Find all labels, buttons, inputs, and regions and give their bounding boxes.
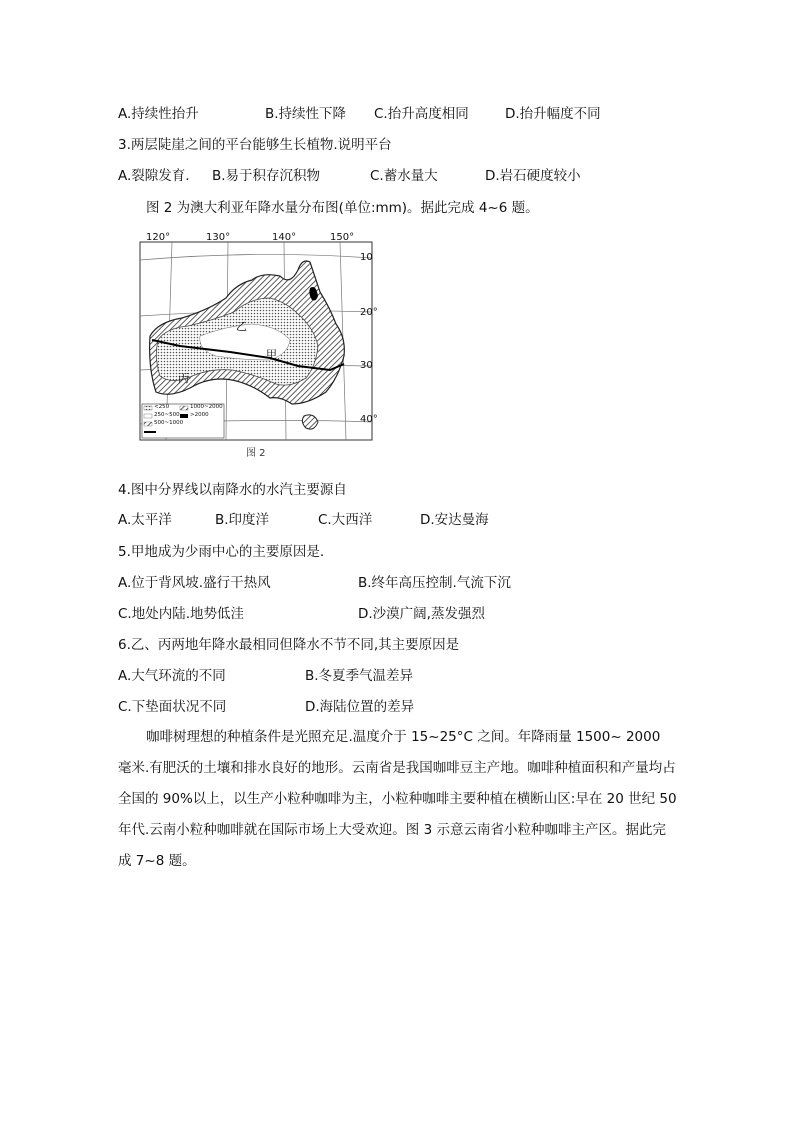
q4-stem: 4.图中分界线以南降水的水汽主要源自 bbox=[118, 482, 347, 498]
q5-option-c: C.地处内陆.地势低洼 bbox=[118, 606, 245, 622]
map-lon-140: 140° bbox=[272, 232, 297, 243]
legend-item-5: >2000 bbox=[190, 412, 209, 418]
map-label-bing: 丙 bbox=[178, 372, 189, 385]
q3-option-c: C.蓄水量大 bbox=[370, 168, 438, 184]
figure2-caption: 图 2 bbox=[246, 448, 266, 459]
figure2-intro: 图 2 为澳大利亚年降水量分布图(单位:mm)。据此完成 4~6 题。 bbox=[146, 200, 539, 216]
q3-option-b: B.易于积存沉积物 bbox=[212, 168, 321, 184]
q2-option-b: B.持续性下降 bbox=[265, 106, 347, 122]
q6-stem: 6.乙、丙两地年降水最相同但降水不节不同,其主要原因是 bbox=[118, 637, 460, 653]
q5-option-d: D.沙漠广阔,蒸发强烈 bbox=[358, 606, 485, 622]
q6-option-d: D.海陆位置的差异 bbox=[305, 699, 415, 715]
q3-stem: 3.两层陡崖之间的平台能够生长植物.说明平台 bbox=[118, 137, 392, 153]
q6-option-c: C.下垫面状况不同 bbox=[118, 699, 227, 715]
map-lon-120: 120° bbox=[146, 232, 171, 243]
q5-option-a: A.位于背风坡.盛行干热风 bbox=[118, 575, 271, 591]
map-label-jia: 甲 bbox=[266, 348, 277, 361]
map-lat-30: 30 bbox=[360, 360, 373, 371]
q5-option-b: B.终年高压控制.气流下沉 bbox=[358, 575, 511, 591]
q6-option-b: B.冬夏季气温差异 bbox=[305, 668, 414, 684]
q4-option-a: A.太平洋 bbox=[118, 512, 172, 528]
q4-option-c: C.大西洋 bbox=[318, 512, 373, 528]
map-lat-40: 40° bbox=[360, 414, 378, 425]
legend-item-1: <250 bbox=[154, 404, 170, 410]
q2-option-a: A.持续性抬升 bbox=[118, 106, 199, 122]
q3-option-d: D.岩石硬度较小 bbox=[485, 168, 581, 184]
coffee-paragraph: 咖啡树理想的种植条件是光照充足.温度介于 15~25°C 之间。年降雨量 1500~ 2000 毫米.有肥沃的土壤和排水良好的地形。云南省是我国咖啡豆主产地。咖啡种植面积和产量均占全国的 90%以上，以生产小粒种咖啡为主，小粒种咖啡主要种植在横断山区:早在 20 世纪 50 年代.云南小粒种咖啡就在国际市场上大受欢迎。图 3 示意云南省小粒种咖啡主产区。据此完成 7~8 题。 bbox=[118, 729, 677, 869]
legend-item-4: 1000~2000 bbox=[190, 404, 223, 410]
map-lat-20: 20° bbox=[360, 307, 378, 318]
q4-option-b: B.印度洋 bbox=[215, 512, 270, 528]
legend-item-2: 250~500 bbox=[154, 412, 180, 418]
q2-option-d: D.抬升幅度不同 bbox=[505, 106, 601, 122]
map-lat-10: 10 bbox=[360, 252, 373, 263]
q4-option-d: D.安达曼海 bbox=[420, 512, 489, 528]
map-lon-150: 150° bbox=[330, 232, 355, 243]
legend-item-3: 500~1000 bbox=[154, 420, 184, 426]
q6-option-a: A.大气环流的不同 bbox=[118, 668, 226, 684]
q5-stem: 5.甲地成为少雨中心的主要原因是. bbox=[118, 544, 325, 560]
map-label-yi: 乙 bbox=[236, 320, 247, 333]
q2-option-c: C.抬升高度相同 bbox=[374, 106, 469, 122]
map-lon-130: 130° bbox=[206, 232, 231, 243]
q3-option-a: A.裂隙发育. bbox=[118, 168, 190, 184]
